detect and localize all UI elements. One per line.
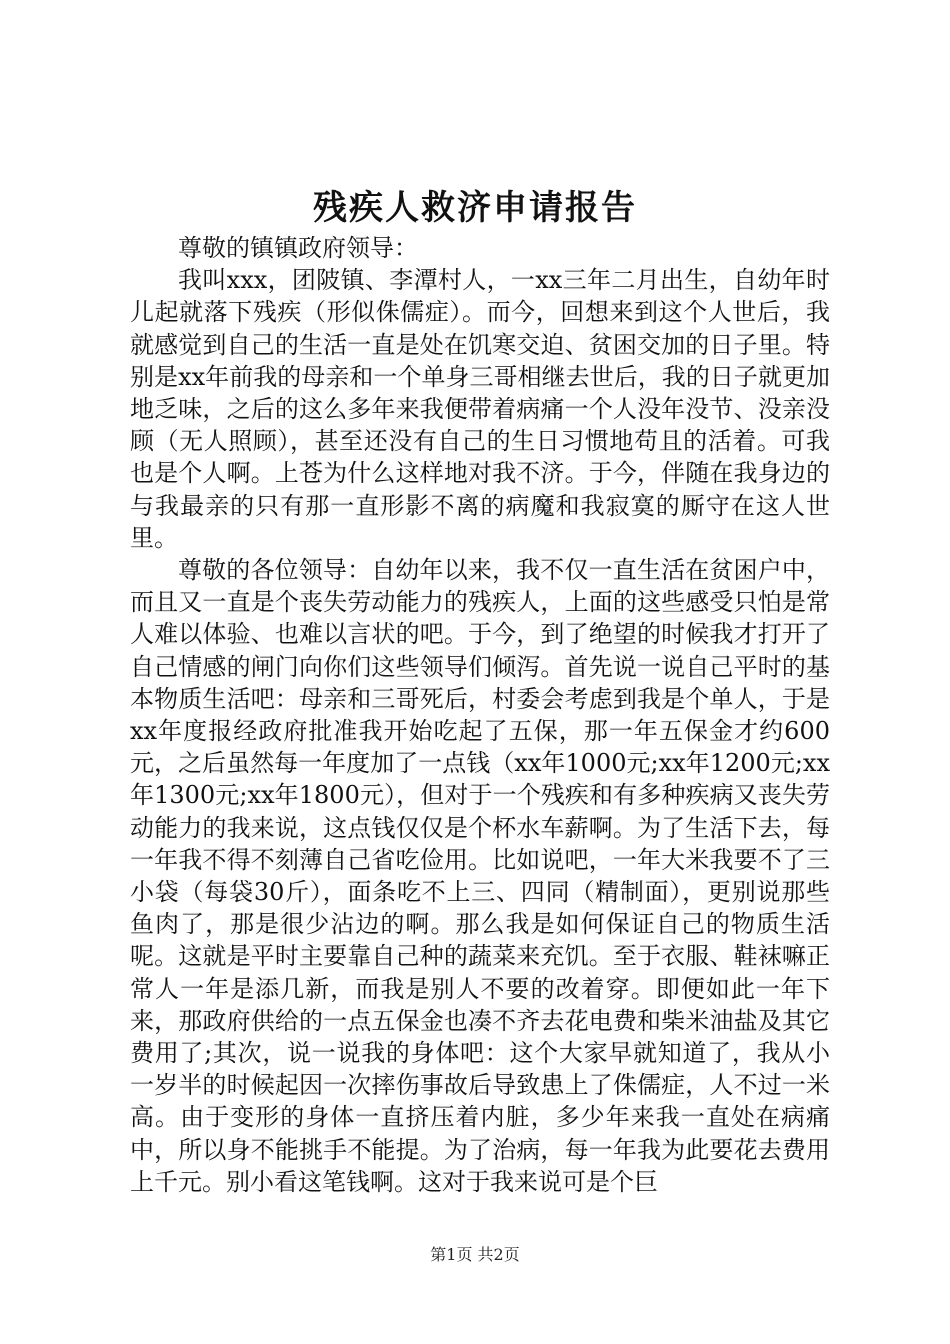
paragraph-2: 尊敬的各位领导：自幼年以来，我不仅一直生活在贫困户中，而且又一直是个丧失劳动能力的残疾人，上面的这些感受只怕是常人难以体验、也难以言状的吧。于今，到了绝望的时候我才打开了自己情感的闸门向你们这些领导们倾泻。首先说一说自己平时的基本物质生活吧：母亲和三哥死后，村委会考虑到我是个单人，于是xx年度报经政府批准我开始吃起了五保，那一年五保金才约600元，之后虽然每一年度加了一点钱（xx年1000元;xx年1200元;xx年1300元;xx年1800元），但对于一个残疾和有多种疾病又丧失劳动能力的我来说，这点钱仅仅是个杯水车薪啊。为了生活下去，每一年我不得不刻薄自己省吃俭用。比如说吧，一年大米我要不了三小袋（每袋30斤），面条吃不上三、四同（精制面），更别说那些鱼肉了，那是很少沾边的啊。那么我是如何保证自己的物质生活呢。这就是平时主要靠自己种的蔬菜来充饥。至于衣服、鞋袜嘛正常人一年是添几新，而我是别人不要的改着穿。即便如此一年下来，那政府供给的一点五保金也凑不齐去花电费和柴米油盐及其它费用了;其次，说一说我的身体吧：这个大家早就知道了，我从小一岁半的时候起因一次摔伤事故后导致患上了侏儒症，人不过一米高。由于变形的身体一直挤压着内脏，多少年来我一直处在病痛中，所以身不能挑手不能提。为了治病，每一年我为此要花去费用上千元。别小看这笔钱啊。这对于我来说可是个巨: [130, 556, 830, 1196]
page-number-footer: 第1页 共2页: [430, 1245, 520, 1264]
salutation: 尊敬的镇镇政府领导：: [178, 234, 418, 262]
paragraph-1: 我叫xxx，团陂镇、李潭村人，一xx三年二月出生，自幼年时儿起就落下残疾（形似侏儒症）。而今，回想来到这个人世后，我就感觉到自己的生活一直是处在饥寒交迫、贫困交加的日子里。特别是xx年前我的母亲和一个单身三哥相继去世后，我的日子就更加地乏味，之后的这么多年来我便带着病痛一个人没年没节、没亲没顾（无人照顾），甚至还没有自己的生日习惯地苟且的活着。可我也是个人啊。上苍为什么这样地对我不济。于今，伴随在我身边的与我最亲的只有那一直形影不离的病魔和我寂寞的厮守在这人世里。: [130, 266, 830, 552]
document-body: [130, 232, 830, 1198]
document-title: 残疾人救济申请报告: [313, 188, 637, 228]
